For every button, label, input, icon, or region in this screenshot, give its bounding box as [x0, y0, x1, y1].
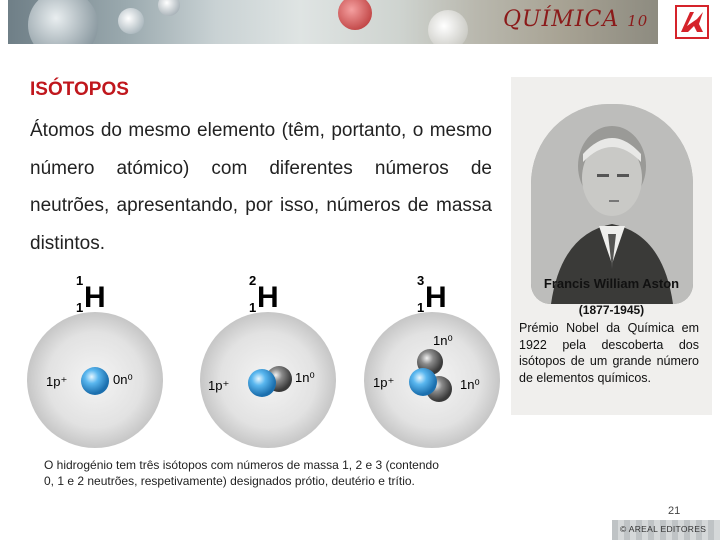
deuterium-proton-label: 1p⁺ — [208, 378, 230, 393]
figure-caption: O hidrogénio tem três isótopos com números de massa 1, 2 e 3 (contendo 0, 1 e 2 neutrões, respetivamente) designados prótio, deutério e trítio. — [44, 458, 439, 488]
copyright-notice: © AREAL EDITORES — [620, 524, 707, 534]
scientist-name: Francis William Aston — [543, 276, 680, 291]
deuterium-neutron-label: 1n⁰ — [295, 370, 315, 385]
intro-paragraph: Átomos do mesmo elemento (têm, portanto, o mesmo número atómico) com diferentes números de neutrões, apresentando, por isso, números de massa distintos. — [30, 120, 492, 254]
tritium-mass-number: 3 — [417, 273, 425, 288]
protium-proton — [81, 367, 109, 395]
portrait-card — [511, 77, 712, 415]
isotope-protium — [27, 273, 163, 448]
deuterium-proton — [248, 369, 276, 397]
deuterium-atomic-number: 1 — [249, 300, 257, 315]
protium-atomic-number: 1 — [76, 300, 84, 315]
deuterium-symbol: H — [257, 281, 279, 314]
tritium-proton-label: 1p⁺ — [373, 375, 395, 390]
isotope-deuterium — [200, 273, 336, 448]
aston-portrait — [531, 104, 693, 304]
book-title — [503, 7, 648, 32]
areal-editores-logo-icon — [675, 5, 709, 39]
molecule-sphere-red — [338, 0, 372, 30]
header-band — [0, 0, 720, 44]
protium-neutron-label: 0n⁰ — [113, 372, 133, 387]
tritium-atomic-number: 1 — [417, 300, 425, 315]
section-title: ISÓTOPOS — [30, 79, 129, 100]
isotopes-figure — [20, 265, 504, 465]
protium-mass-number: 1 — [76, 273, 84, 288]
protium-symbol: H — [84, 281, 106, 314]
isotope-tritium — [364, 273, 500, 448]
page-number: 21 — [668, 505, 681, 517]
molecule-sphere-1 — [28, 0, 98, 44]
molecule-sphere-2 — [118, 8, 144, 34]
tritium-neutron-label-bottom: 1n⁰ — [460, 377, 480, 392]
molecule-sphere-4 — [428, 10, 468, 44]
tritium-neutron-label-top: 1n⁰ — [433, 333, 453, 348]
tritium-symbol: H — [425, 281, 447, 314]
scientist-description: Prémio Nobel da Química em 1922 pela descoberta dos isótopos de um grande número de elementos químicos. — [519, 321, 699, 385]
scientist-years: (1877-1945) — [578, 303, 645, 317]
molecule-sphere-3 — [158, 0, 180, 16]
book-title-text: QUÍMICA — [503, 7, 620, 32]
tritium-proton — [409, 368, 437, 396]
book-edition: 10 — [627, 12, 649, 30]
isotopes-diagram — [20, 265, 504, 465]
publisher-logo — [664, 0, 720, 44]
deuterium-mass-number: 2 — [249, 273, 257, 288]
protium-proton-label: 1p⁺ — [46, 374, 68, 389]
